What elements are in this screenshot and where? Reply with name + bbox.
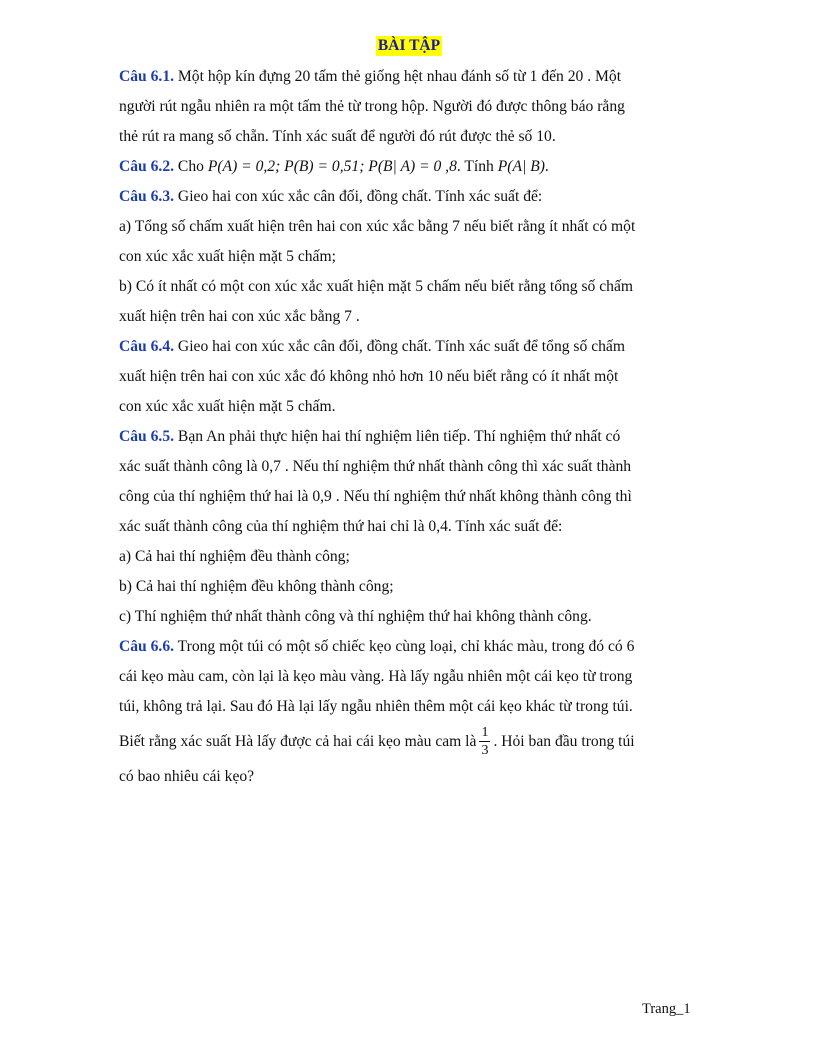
q65-text1: Bạn An phải thực hiện hai thí nghiệm liên tiếp. Thí nghiệm thứ nhất có — [174, 428, 621, 445]
q62-ask: P(A| B) — [497, 158, 545, 175]
q65-line7: c) Thí nghiệm thứ nhất thành công và thí nghiệm thứ hai không thành công. — [119, 608, 592, 625]
q63-line3: con xúc xắc xuất hiện mặt 5 chấm; — [119, 248, 336, 265]
document-page — [119, 36, 699, 792]
q66-line4 — [119, 722, 699, 762]
q64-label: Câu 6.4. — [119, 338, 175, 355]
fraction-numerator: 1 — [481, 724, 489, 740]
q63-line5: xuất hiện trên hai con xúc xắc bằng 7 . — [119, 308, 360, 325]
q63-label: Câu 6.3. — [119, 188, 175, 205]
q65-line4: xác suất thành công của thí nghiệm thứ hai chỉ là 0,4. Tính xác suất để: — [119, 518, 563, 535]
page-number: Trang_1 — [642, 1001, 691, 1017]
q63-line4: b) Có ít nhất có một con xúc xắc xuất hiện mặt 5 chấm nếu biết rằng tổng số chấm — [119, 278, 634, 295]
q65-line6: b) Cả hai thí nghiệm đều không thành công; — [119, 578, 394, 595]
q61-label: Câu 6.1. — [119, 68, 175, 85]
q64-line3: con xúc xắc xuất hiện mặt 5 chấm. — [119, 398, 336, 415]
q61-line1 — [119, 62, 699, 92]
q66-text1: Trong một túi có một số chiếc kẹo cùng loại, chỉ khác màu, trong đó có 6 — [174, 638, 635, 655]
q63-line1 — [119, 182, 699, 212]
q66-text4b: . Hỏi ban đầu trong túi — [493, 733, 635, 750]
q64-text1: Gieo hai con xúc xắc cân đối, đồng chất. Tính xác suất để tổng số chấm — [174, 338, 625, 355]
fraction-denominator: 3 — [481, 742, 489, 758]
title-row — [119, 36, 699, 56]
fraction-one-third — [479, 724, 490, 759]
q66-text4a: Biết rằng xác suất Hà lấy được cả hai cái kẹo màu cam là — [119, 733, 477, 750]
q61-line2: người rút ngẫu nhiên ra một tấm thẻ từ trong hộp. Người đó được thông báo rằng — [119, 98, 625, 115]
q65-line1 — [119, 422, 699, 452]
q64-line2: xuất hiện trên hai con xúc xắc đó không nhỏ hơn 10 nếu biết rằng có ít nhất một — [119, 368, 619, 385]
q65-label: Câu 6.5. — [119, 428, 175, 445]
q63-text1: Gieo hai con xúc xắc cân đối, đồng chất. Tính xác suất để: — [174, 188, 543, 205]
q62-formula: P(A) = 0,2; P(B) = 0,51; P(B| A) = 0 ,8 — [207, 158, 457, 175]
q65-line2: xác suất thành công là 0,7 . Nếu thí nghiệm thứ nhất thành công thì xác suất thành — [119, 458, 632, 475]
q61-line3: thẻ rút ra mang số chẵn. Tính xác suất để người đó rút được thẻ số 10. — [119, 128, 556, 145]
q62-line1 — [119, 152, 699, 182]
q66-label: Câu 6.6. — [119, 638, 175, 655]
q61-text1: Một hộp kín đựng 20 tấm thẻ giống hệt nhau đánh số từ 1 đến 20 . Một — [174, 68, 622, 85]
page-title: BÀI TẬP — [377, 37, 441, 54]
q66-line3: túi, không trả lại. Sau đó Hà lại lấy ngẫu nhiên thêm một cái kẹo khác từ trong túi. — [119, 698, 633, 715]
q62-label: Câu 6.2. — [119, 158, 175, 175]
q66-line1 — [119, 632, 699, 662]
q63-line2: a) Tổng số chấm xuất hiện trên hai con xúc xắc bằng 7 nếu biết rằng ít nhất có một — [119, 218, 636, 235]
q64-line1 — [119, 332, 699, 362]
q66-line2: cái kẹo màu cam, còn lại là kẹo màu vàng. Hà lấy ngẫu nhiên một cái kẹo từ trong — [119, 668, 633, 685]
q65-line5: a) Cả hai thí nghiệm đều thành công; — [119, 548, 350, 565]
q62-end: . — [544, 158, 549, 175]
q66-line5: có bao nhiêu cái kẹo? — [119, 768, 255, 785]
q62-text-mid: . Tính — [456, 158, 498, 175]
q62-text-before: Cho — [174, 158, 208, 175]
q65-line3: công của thí nghiệm thứ hai là 0,9 . Nếu thí nghiệm thứ nhất không thành công thì — [119, 488, 632, 505]
